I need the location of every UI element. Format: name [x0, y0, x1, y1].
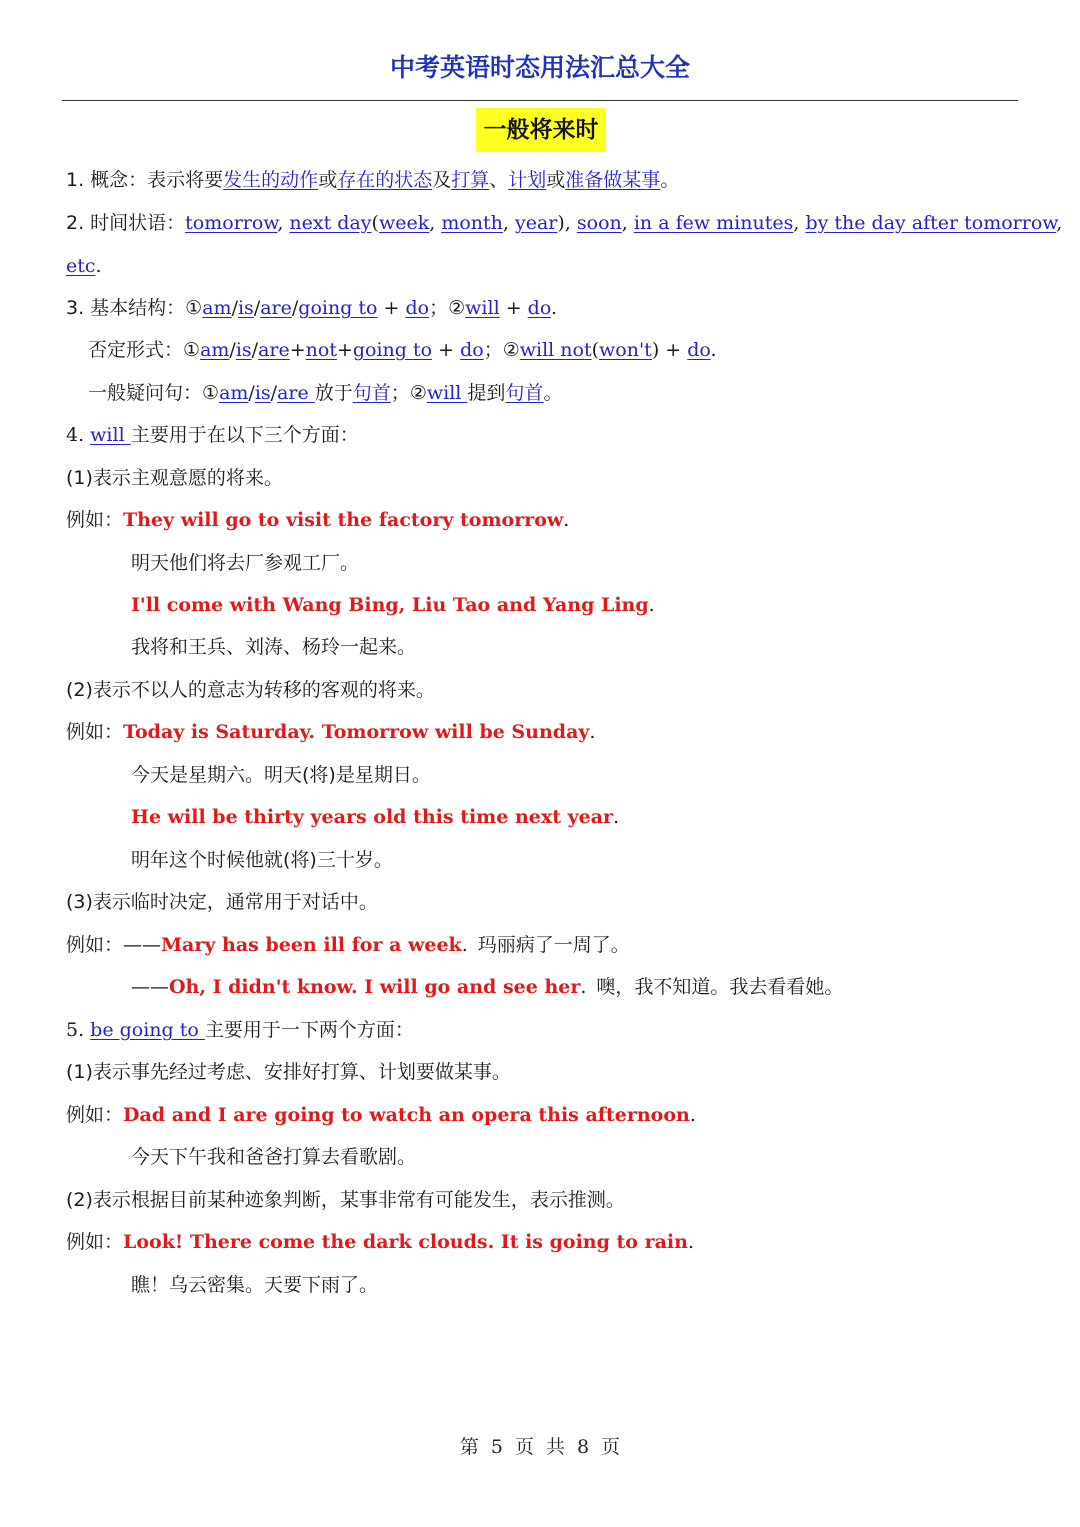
punctuation: .	[461, 934, 468, 956]
concept-text: 及	[432, 169, 452, 191]
adverbial-term: in a few minutes	[633, 212, 794, 234]
structure-term: going to	[298, 297, 378, 319]
concept-term: 打算	[451, 169, 490, 191]
concept-term: 发生的动作	[223, 169, 319, 191]
example-translation: 明年这个时候他就(将)三十岁。	[131, 849, 393, 871]
punctuation: .	[95, 255, 102, 277]
punctuation: ),	[557, 212, 577, 234]
punctuation: .	[589, 721, 596, 743]
item-number: 4.	[66, 424, 91, 446]
question-text: 放于	[314, 382, 353, 404]
structure-term: do	[687, 339, 711, 361]
concept-line	[66, 164, 679, 196]
punctuation: (	[591, 339, 600, 361]
structure-term: do	[460, 339, 484, 361]
punctuation: ,	[793, 212, 806, 234]
circled-number: ②	[448, 297, 466, 319]
time-adverbial-line	[66, 207, 1062, 239]
structure-term: is	[237, 297, 254, 319]
time-adverbial-line-cont	[66, 250, 102, 282]
punctuation: /	[248, 382, 255, 404]
example-sentence: Mary has been ill for a week	[161, 934, 462, 956]
punctuation: +	[499, 297, 528, 319]
example-line	[66, 1226, 694, 1258]
concept-text: 或	[318, 169, 338, 191]
punctuation: ,	[621, 212, 634, 234]
structure-term: are	[277, 382, 315, 404]
structure-term: is	[254, 382, 271, 404]
structure-term: do	[405, 297, 430, 319]
structure-term: are	[260, 297, 292, 319]
structure-term: not	[305, 339, 337, 361]
structure-term: am	[219, 382, 249, 404]
concept-text: 、	[489, 169, 509, 191]
punctuation: ) +	[651, 339, 688, 361]
usage-be-going-to-heading	[66, 1014, 414, 1046]
punctuation: .	[648, 594, 655, 616]
adverbial-term: next day	[289, 212, 372, 234]
subheading: (2)表示根据目前某种迹象判断，某事非常有可能发生，表示推测。	[66, 1189, 625, 1211]
punctuation: ；	[390, 382, 410, 404]
subheading: (3)表示临时决定，通常用于对话中。	[66, 891, 378, 913]
circled-number: ①	[202, 382, 220, 404]
concept-text: 。	[660, 169, 680, 191]
example-translation: 玛丽病了一周了。	[477, 934, 630, 956]
example-sentence: I'll come with Wang Bing, Liu Tao and Yang Ling	[131, 594, 649, 616]
example-translation: 我将和王兵、刘涛、杨玲一起来。	[131, 636, 417, 658]
example-line	[66, 1099, 696, 1131]
keyword-be-going-to: be going to	[90, 1019, 205, 1041]
structure-term: going to	[352, 339, 433, 361]
heading-text: 主要用于一下两个方面：	[204, 1019, 414, 1041]
example-line	[66, 504, 569, 536]
punctuation: /	[229, 339, 236, 361]
adverbial-term: week	[378, 212, 430, 234]
structure-term: 句首	[352, 382, 391, 404]
example-translation: 今天下午我和爸爸打算去看歌剧。	[131, 1146, 417, 1168]
punctuation: ,	[277, 212, 290, 234]
document-title: 中考英语时态用法汇总大全	[389, 53, 690, 82]
subheading: (1)表示主观意愿的将来。	[66, 467, 283, 489]
punctuation: +	[432, 339, 461, 361]
punctuation: .	[689, 1104, 696, 1126]
section-title: 一般将来时	[476, 108, 606, 152]
example-sentence: Oh, I didn't know. I will go and see her	[169, 976, 581, 998]
structure-term: won't	[599, 339, 652, 361]
negative-form-label: 否定形式：	[88, 339, 184, 361]
example-sentence: Look! There come the dark clouds. It is going to rain	[123, 1231, 688, 1253]
example-translation: 瞧！乌云密集。天要下雨了。	[131, 1274, 379, 1296]
circled-number: ②	[409, 382, 427, 404]
example-line	[131, 589, 655, 621]
punctuation: ；	[483, 339, 503, 361]
time-adverbial-label: 2. 时间状语：	[66, 212, 186, 234]
example-line	[66, 929, 630, 961]
structure-term: will	[465, 297, 500, 319]
punctuation: .	[613, 806, 620, 828]
punctuation: .	[710, 339, 717, 361]
punctuation: +	[289, 339, 306, 361]
structure-term: are	[258, 339, 290, 361]
structure-term: 句首	[505, 382, 544, 404]
example-sentence: They will go to visit the factory tomorrow	[123, 509, 564, 531]
punctuation: .	[580, 976, 587, 998]
question-form-line	[88, 377, 562, 409]
structure-line	[66, 292, 557, 324]
example-label: 例如：	[66, 1104, 124, 1126]
subheading: (2)表示不以人的意志为转移的客观的将来。	[66, 679, 435, 701]
header-divider	[62, 100, 1018, 101]
subheading: (1)表示事先经过考虑、安排好打算、计划要做某事。	[66, 1061, 511, 1083]
usage-will-heading	[66, 419, 359, 451]
punctuation: .	[550, 297, 557, 319]
negative-form-line	[88, 334, 717, 366]
adverbial-term: soon	[576, 212, 622, 234]
punctuation: /	[253, 297, 261, 319]
example-line	[66, 716, 595, 748]
concept-text: 或	[546, 169, 566, 191]
example-label: 例如：	[66, 721, 124, 743]
structure-term: will	[426, 382, 468, 404]
punctuation: (	[371, 212, 379, 234]
punctuation: ,	[429, 212, 442, 234]
punctuation: ,	[1056, 212, 1063, 234]
dialogue-dash: ——	[123, 934, 162, 956]
concept-term: 计划	[508, 169, 547, 191]
item-number: 5.	[66, 1019, 91, 1041]
concept-term: 存在的状态	[337, 169, 433, 191]
example-label: 例如：	[66, 934, 124, 956]
example-label: 例如：	[66, 1231, 124, 1253]
concept-term: 准备做某事	[565, 169, 661, 191]
circled-number: ①	[183, 339, 201, 361]
adverbial-term: etc	[66, 255, 96, 277]
punctuation: ；	[429, 297, 449, 319]
punctuation: +	[336, 339, 353, 361]
example-label: 例如：	[66, 509, 124, 531]
punctuation: /	[291, 297, 299, 319]
structure-label: 3. 基本结构：	[66, 297, 186, 319]
example-line	[131, 801, 619, 833]
circled-number: ②	[502, 339, 520, 361]
adverbial-term: tomorrow	[185, 212, 278, 234]
example-translation: 噢，我不知道。我去看看她。	[596, 976, 844, 998]
page-number: 第 5 页 共 8 页	[459, 1436, 621, 1458]
example-line	[131, 971, 843, 1003]
structure-term: am	[202, 297, 232, 319]
structure-term: is	[235, 339, 252, 361]
dialogue-dash: ——	[131, 976, 169, 998]
heading-text: 主要用于在以下三个方面：	[130, 424, 359, 446]
example-sentence: Today is Saturday. Tomorrow will be Sunday	[123, 721, 590, 743]
punctuation: /	[231, 297, 238, 319]
punctuation: .	[563, 509, 570, 531]
punctuation: +	[377, 297, 406, 319]
structure-term: will not	[519, 339, 592, 361]
circled-number: ①	[185, 297, 203, 319]
punctuation: 。	[543, 382, 563, 404]
adverbial-term: year	[514, 212, 558, 234]
punctuation: /	[270, 382, 278, 404]
structure-term: am	[200, 339, 230, 361]
punctuation: .	[687, 1231, 694, 1253]
example-sentence: Dad and I are going to watch an opera this afternoon	[123, 1104, 690, 1126]
example-translation: 今天是星期六。明天(将)是星期日。	[131, 764, 431, 786]
example-sentence: He will be thirty years old this time next year	[131, 806, 614, 828]
punctuation: /	[251, 339, 259, 361]
adverbial-term: month	[441, 212, 503, 234]
question-text: 提到	[467, 382, 506, 404]
keyword-will: will	[90, 424, 131, 446]
structure-term: do	[527, 297, 551, 319]
punctuation: ,	[502, 212, 515, 234]
adverbial-term: by the day after tomorrow	[805, 212, 1057, 234]
example-translation: 明天他们将去厂参观工厂。	[131, 552, 360, 574]
question-form-label: 一般疑问句：	[88, 382, 203, 404]
concept-label: 1. 概念：表示将要	[66, 169, 224, 191]
